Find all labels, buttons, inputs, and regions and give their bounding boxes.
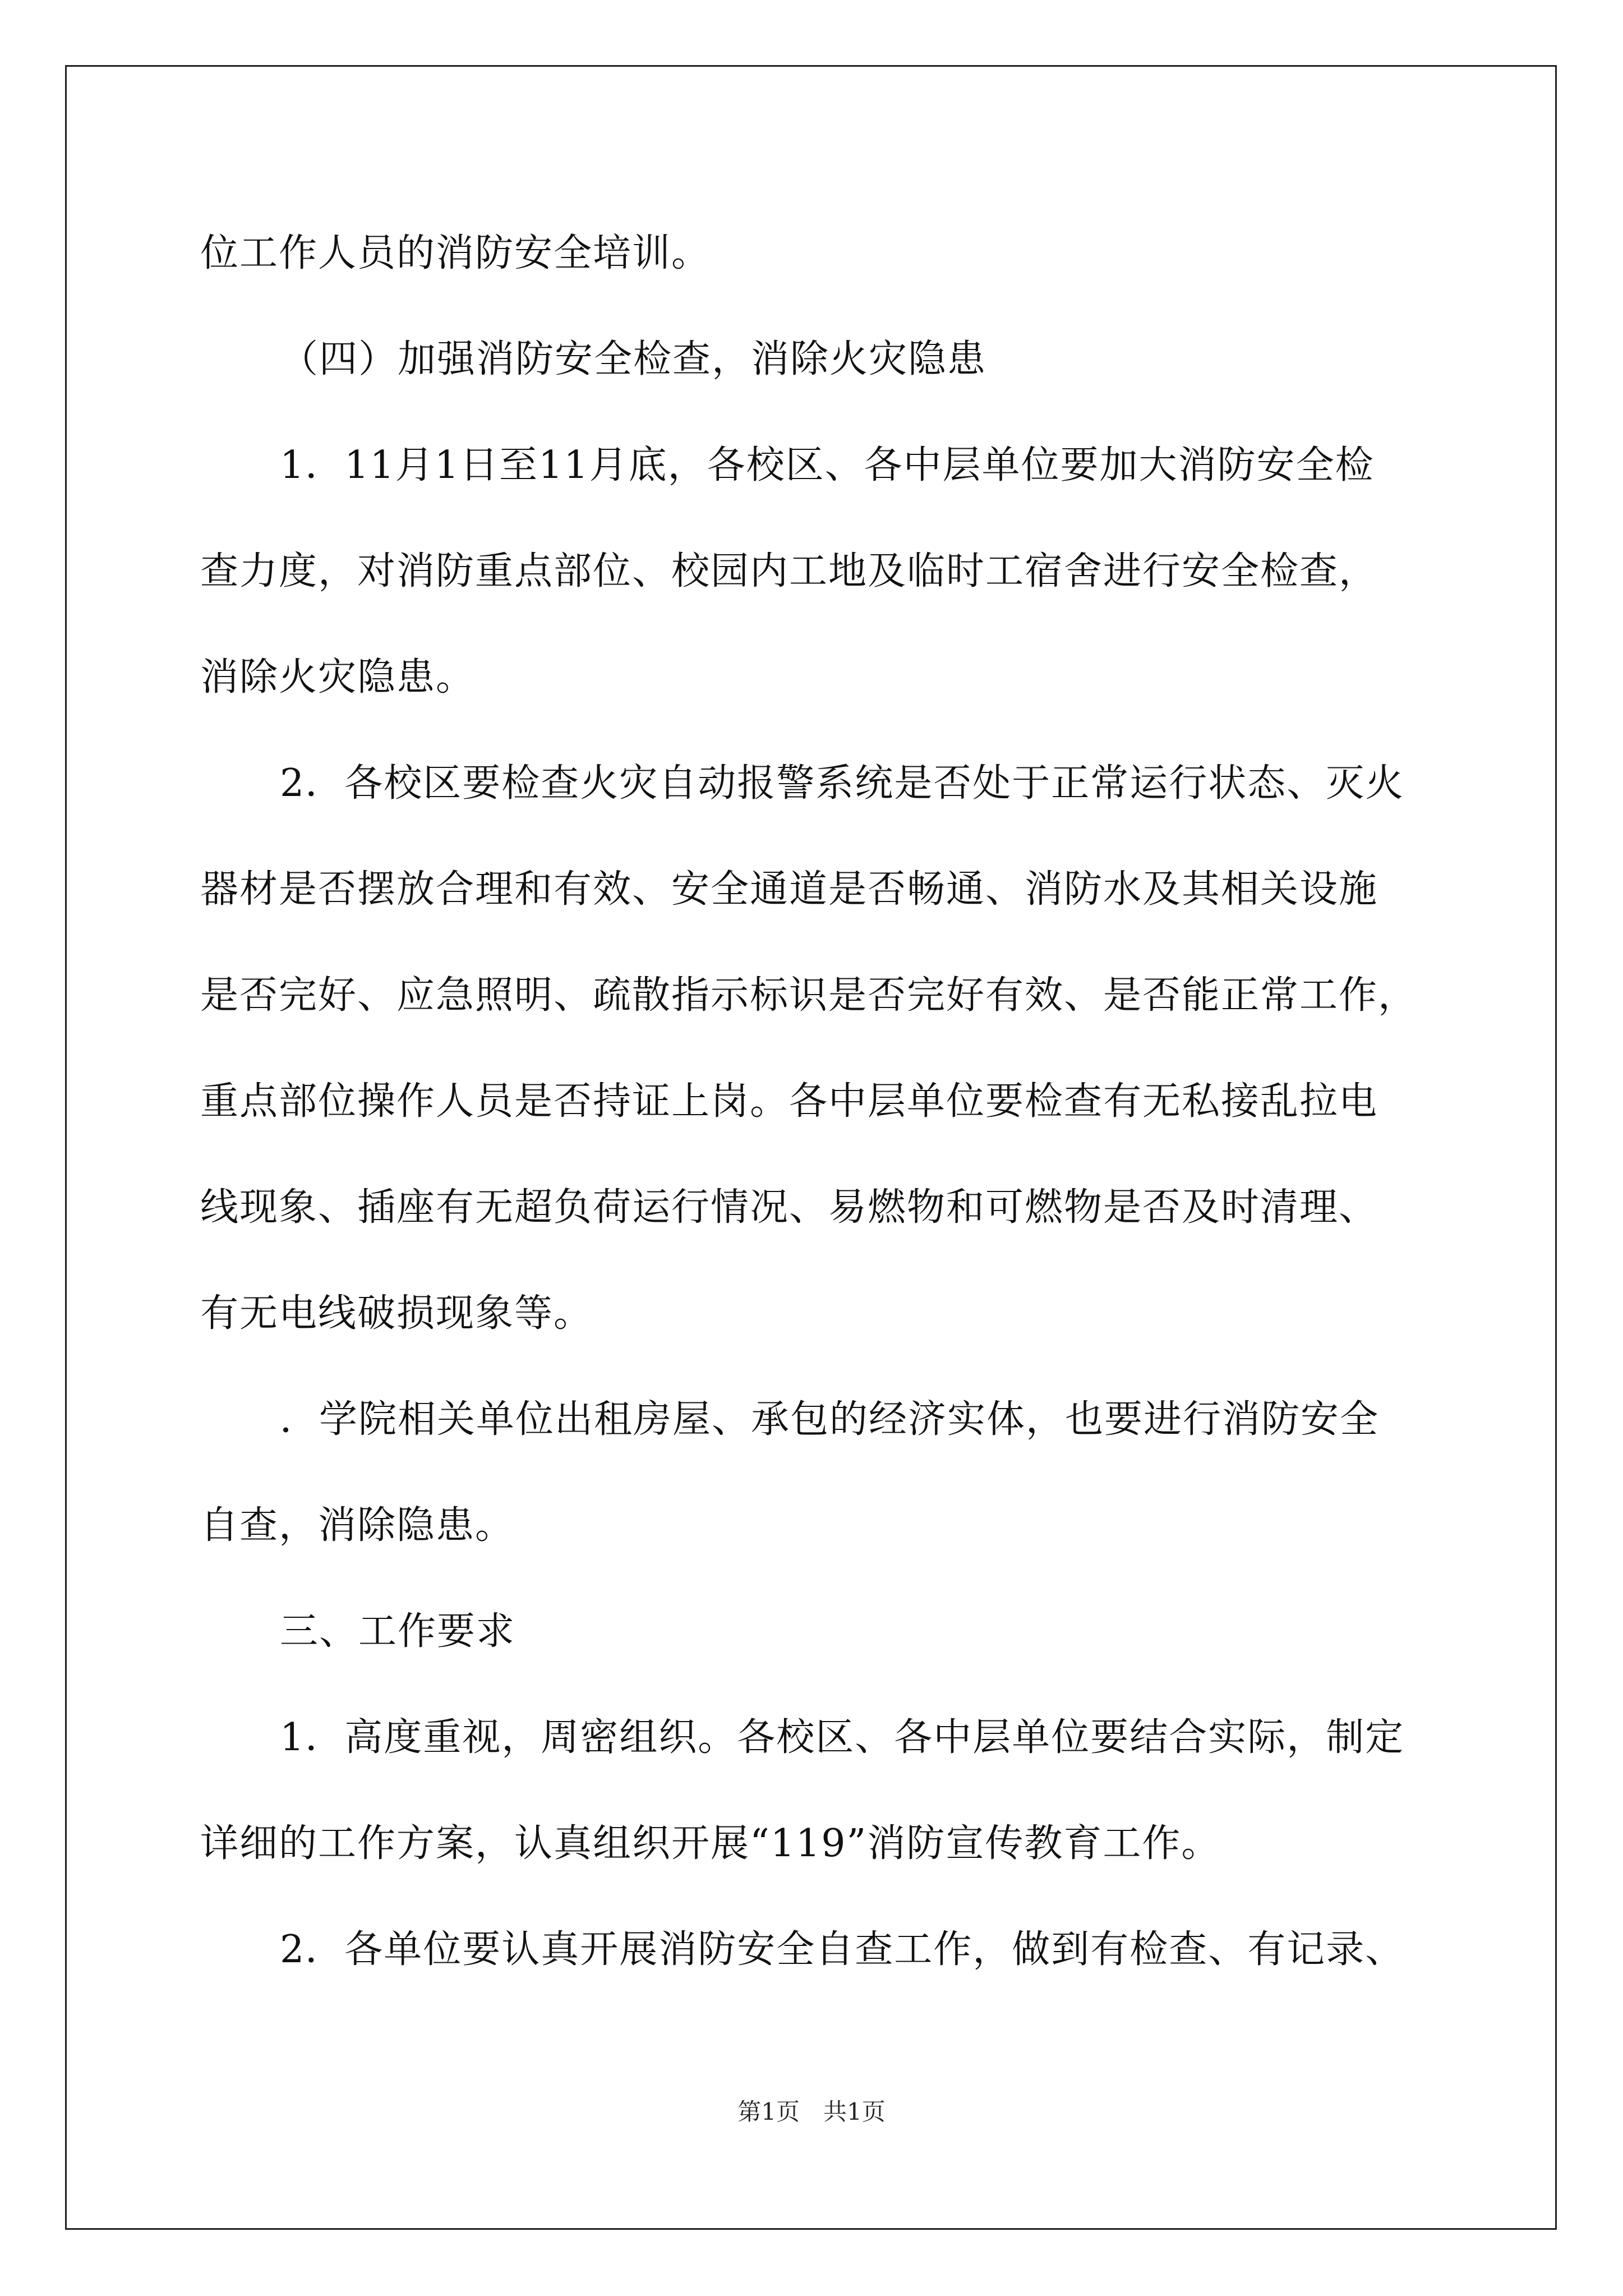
text-line: 查力度，对消防重点部位、校园内工地及临时工宿舍进行安全检查， — [200, 549, 1378, 593]
text-line: ．学院相关单位出租房屋、承包的经济实体，也要进行消防安全 — [280, 1397, 1380, 1442]
text-line: 位工作人员的消防安全培训。 — [200, 231, 711, 275]
text-line: 1．高度重视，周密组织。各校区、各中层单位要结合实际，制定 — [280, 1715, 1405, 1760]
section-heading: 三、工作要求 — [280, 1609, 516, 1654]
text-line: 重点部位操作人员是否持证上岗。各中层单位要检查有无私接乱拉电 — [200, 1079, 1378, 1124]
section-heading: （四）加强消防安全检查，消除火灾隐患 — [280, 337, 987, 381]
page-border — [65, 65, 1557, 2230]
text-line: 2．各校区要检查火灾自动报警系统是否处于正常运行状态、灭火 — [280, 761, 1405, 806]
text-line: 1．11月1日至11月底，各校区、各中层单位要加大消防安全检 — [280, 443, 1375, 487]
text-line: 器材是否摆放合理和有效、安全通道是否畅通、消防水及其相关设施 — [200, 867, 1378, 912]
text-line: 2．各单位要认真开展消防安全自查工作，做到有检查、有记录、 — [280, 1927, 1405, 1972]
text-line: 详细的工作方案，认真组织开展“119”消防宣传教育工作。 — [200, 1821, 1221, 1866]
page-number: 第1页 共1页 — [737, 2098, 886, 2125]
text-line: 消除火灾隐患。 — [200, 655, 476, 700]
text-line: 有无电线破损现象等。 — [200, 1291, 593, 1336]
text-line: 是否完好、应急照明、疏散指示标识是否完好有效、是否能正常工作， — [200, 973, 1418, 1018]
text-line: 线现象、插座有无超负荷运行情况、易燃物和可燃物是否及时清理、 — [200, 1185, 1378, 1230]
text-line: 自查，消除隐患。 — [200, 1503, 515, 1548]
